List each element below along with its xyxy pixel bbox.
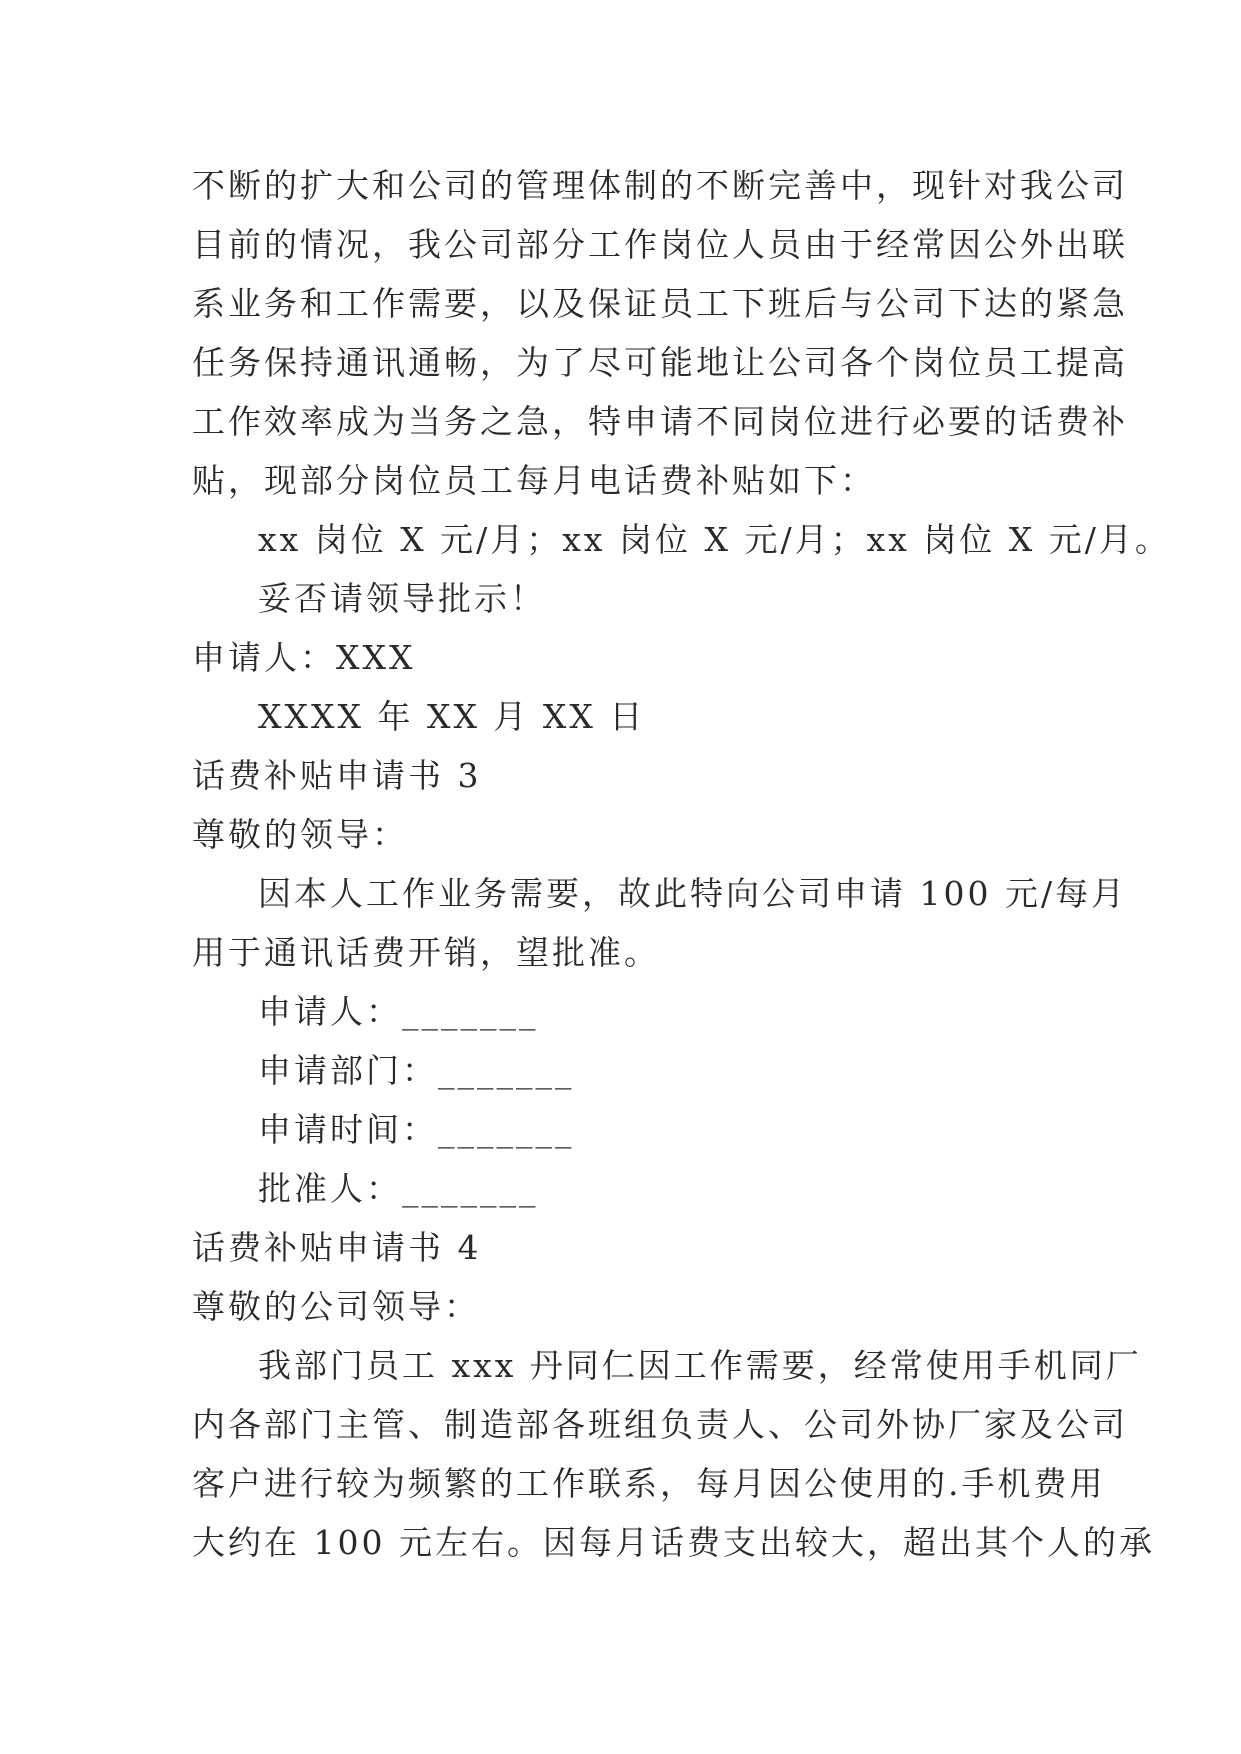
section-title: 话费补贴申请书 4 <box>192 1228 482 1267</box>
paragraph-line: 贴，现部分岗位员工每月电话费补贴如下： <box>192 461 876 500</box>
form-field-approver: 批准人：_______ <box>258 1169 539 1208</box>
paragraph-line: 系业务和工作需要，以及保证员工下班后与公司下达的紧急 <box>192 284 1128 323</box>
paragraph-line: 我部门员工 xxx 丹同仁因工作需要，经常使用手机同厂 <box>258 1346 1142 1385</box>
paragraph-line: 客户进行较为频繁的工作联系，每月因公使用的.手机费用 <box>192 1464 1106 1503</box>
paragraph-line: 内各部门主管、制造部各班组负责人、公司外协厂家及公司 <box>192 1405 1128 1444</box>
approval-request: 妥否请领导批示！ <box>258 579 546 618</box>
paragraph-line: 大约在 100 元左右。因每月话费支出较大，超出其个人的承 <box>192 1523 1155 1562</box>
document-body <box>192 156 1171 1572</box>
paragraph-line: 目前的情况，我公司部分工作岗位人员由于经常因公外出联 <box>192 225 1128 264</box>
section-title: 话费补贴申请书 3 <box>192 756 482 795</box>
salutation: 尊敬的公司领导： <box>192 1287 480 1326</box>
applicant-signature: 申请人：XXX <box>192 638 416 677</box>
subsidy-list: xx 岗位 X 元/月；xx 岗位 X 元/月；xx 岗位 X 元/月。 <box>258 520 1171 559</box>
salutation: 尊敬的领导： <box>192 815 408 854</box>
form-field-department: 申请部门：_______ <box>258 1051 575 1090</box>
paragraph-line: 不断的扩大和公司的管理体制的不断完善中，现针对我公司 <box>192 166 1128 205</box>
form-field-date: 申请时间：_______ <box>258 1110 575 1149</box>
form-field-applicant: 申请人：_______ <box>258 992 539 1031</box>
paragraph-line: 工作效率成为当务之急，特申请不同岗位进行必要的话费补 <box>192 402 1128 441</box>
signature-date: XXXX 年 XX 月 XX 日 <box>258 697 646 736</box>
paragraph-line: 因本人工作业务需要，故此特向公司申请 100 元/每月 <box>258 874 1128 913</box>
paragraph-line: 用于通讯话费开销，望批准。 <box>192 933 660 972</box>
paragraph-line: 任务保持通讯通畅，为了尽可能地让公司各个岗位员工提高 <box>192 343 1128 382</box>
